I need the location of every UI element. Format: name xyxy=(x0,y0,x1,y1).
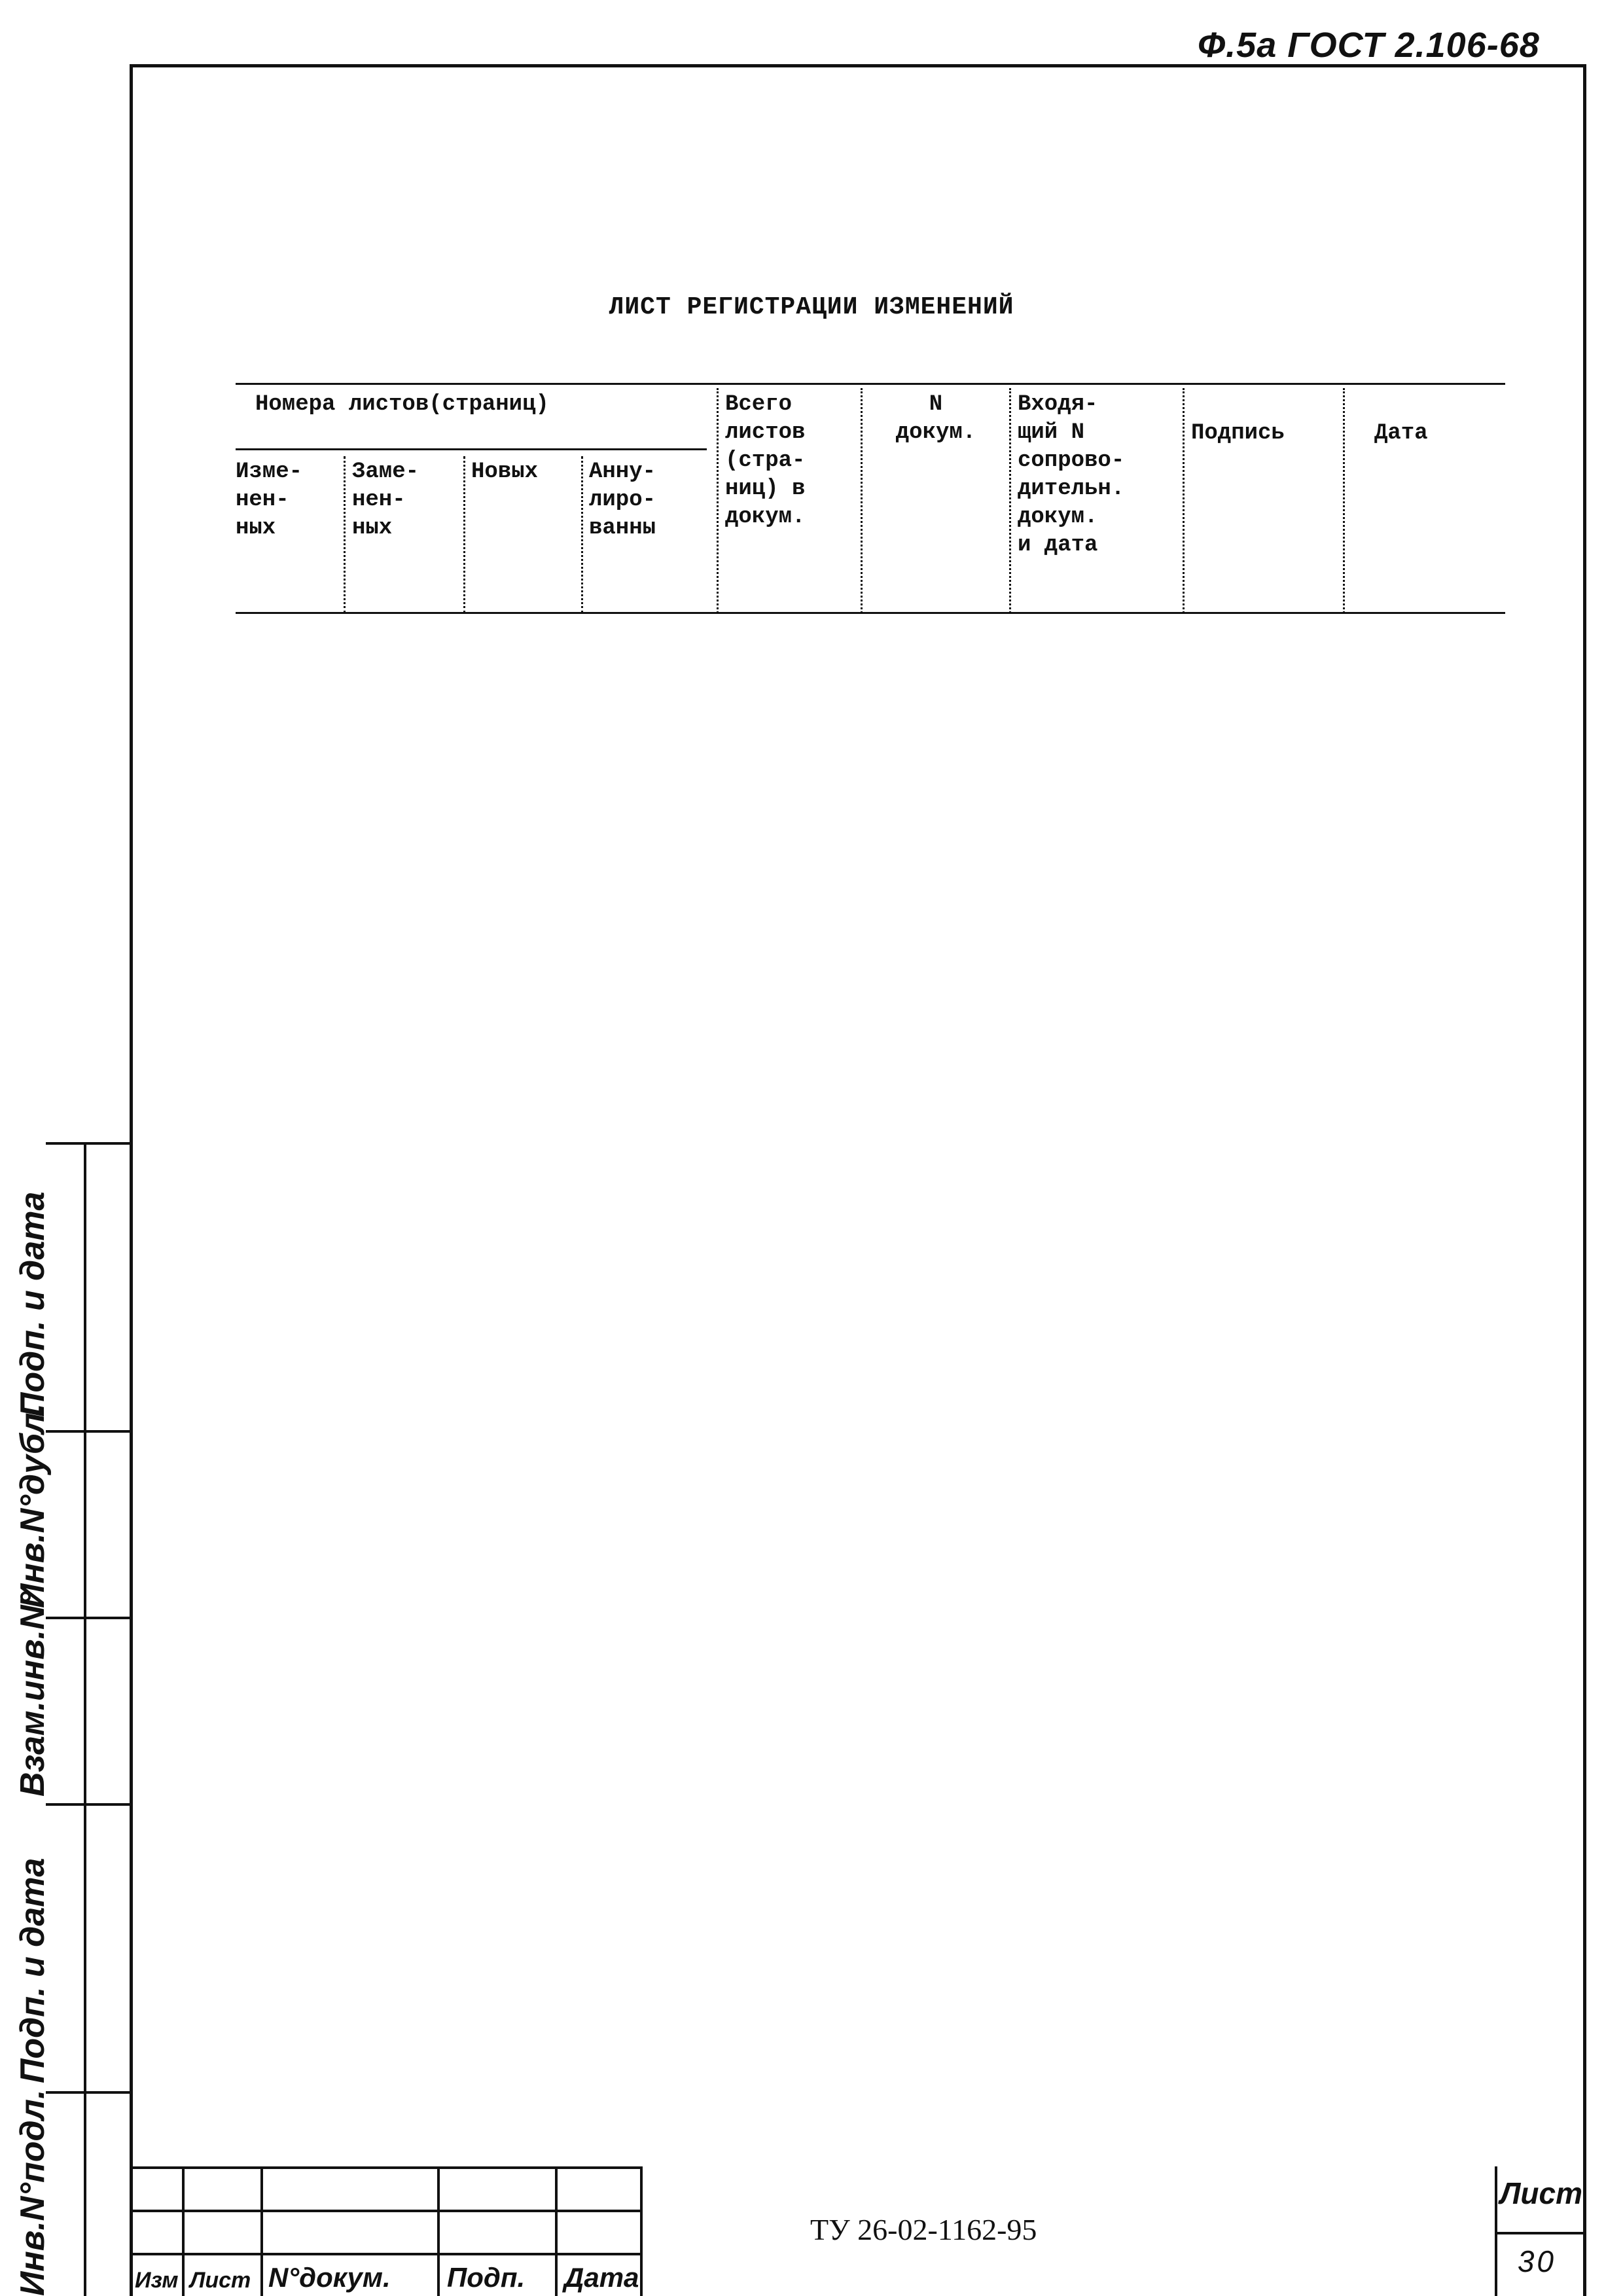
title-block xyxy=(130,2166,1586,2296)
title-block-col-rule xyxy=(260,2166,263,2296)
title-block-col-rule xyxy=(555,2166,558,2296)
caption-sheet: Лист xyxy=(190,2268,251,2293)
sheet-cell-rule xyxy=(1495,2232,1586,2234)
col-header-replaced: Заме- нен- ных xyxy=(352,459,419,541)
side-stamp-cell xyxy=(46,1430,130,1617)
group-header-rule xyxy=(236,448,707,450)
col-header-new: Новых xyxy=(471,459,539,484)
table-top-rule xyxy=(236,383,1505,385)
side-stamp xyxy=(0,1142,130,2296)
title-block-row-rule xyxy=(130,2210,640,2212)
side-stamp-cell xyxy=(46,1803,130,2091)
title-block-col-rule xyxy=(182,2166,185,2296)
column-separator xyxy=(717,388,719,613)
change-registration-table xyxy=(236,383,1505,619)
col-header-incoming-doc: Входя- щий N сопрово- дительн. докум. и дата xyxy=(1018,392,1125,558)
caption-doc-number: N°докум. xyxy=(268,2262,391,2293)
sheet-number: 30 xyxy=(1517,2244,1556,2278)
table-bottom-rule xyxy=(236,612,1505,614)
title-block-col-rule xyxy=(640,2166,643,2296)
title-block-top-rule xyxy=(130,2166,640,2169)
side-stamp-cell xyxy=(46,2091,130,2296)
caption-date: Дата xyxy=(564,2262,639,2293)
column-separator xyxy=(344,456,346,613)
side-stamp-cell xyxy=(46,1617,130,1803)
side-label-sign-date-2: Подп. и дата xyxy=(14,1857,52,2083)
title-block-col-rule xyxy=(1495,2166,1497,2296)
side-label-dup-inv: Инв.N°дубл. xyxy=(14,1403,52,1608)
sheet-title: ЛИСТ РЕГИСТРАЦИИ ИЗМЕНЕНИЙ xyxy=(609,293,1014,321)
column-separator xyxy=(1183,388,1185,613)
side-label-replace-inv: Взам.инв.N° xyxy=(14,1591,52,1797)
side-stamp-cell xyxy=(46,1142,130,1430)
document-code: ТУ 26-02-1162-95 xyxy=(810,2213,1037,2246)
col-header-signature: Подпись xyxy=(1191,421,1285,446)
caption-change: Изм xyxy=(135,2268,179,2293)
col-header-annulled: Анну- лиро- ванны xyxy=(589,459,656,541)
sheet-label: Лист xyxy=(1499,2176,1582,2210)
column-separator xyxy=(1009,388,1011,613)
caption-signature: Подп. xyxy=(447,2262,526,2293)
column-separator xyxy=(861,388,863,613)
col-header-doc-number: N докум. xyxy=(895,392,976,445)
col-header-total-sheets: Всего листов (стра- ниц) в докум. xyxy=(725,392,806,529)
side-label-orig-inv: Инв.N°подл. xyxy=(14,2089,52,2296)
col-header-date: Дата xyxy=(1374,421,1428,446)
title-block-col-rule xyxy=(437,2166,440,2296)
group-header-sheet-numbers: Номера листов(страниц) xyxy=(255,392,549,417)
column-separator xyxy=(463,456,465,613)
form-reference: Ф.5а ГОСТ 2.106-68 xyxy=(1198,26,1540,65)
column-separator xyxy=(581,456,583,613)
title-block-row-rule xyxy=(130,2253,640,2255)
column-separator xyxy=(1343,388,1345,613)
col-header-changed: Изме- нен- ных xyxy=(236,459,303,541)
side-label-sign-date: Подп. и дата xyxy=(14,1191,52,1417)
